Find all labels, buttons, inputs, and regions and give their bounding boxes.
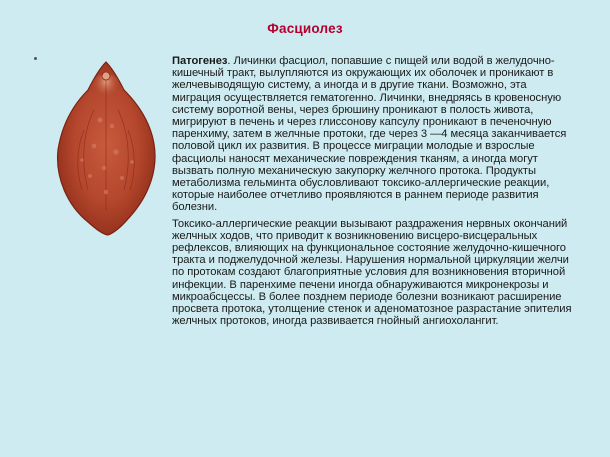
bullet-dot <box>34 57 37 60</box>
fasciola-fluke-icon <box>54 60 160 236</box>
paragraph-pathogenesis <box>172 55 572 214</box>
paragraph-toxic-allergic <box>172 218 572 328</box>
paragraph-text: Токсико-аллергические реакции вызывают раздражения нервных окончаний желчных ходов, что приводит к возникновению висцеро-висцеральных рефлексов, влияющих на функциональное состояние желудочно-кишечного тракта и поджелудочной железы. Нарушения нормальной циркуляции желчи по протокам создают благоприятные условия для возникновения вторичной инфекции. В паренхиме печени иногда обнаруживаются микронекрозы и микроабсцессы. В более позднем периоде болезни возникают расширение просвета протока, утолщение стенок и аденоматозное разрастание эпителия желчных протоков, иногда развивается гнойный ангиохолангит. <box>172 217 572 328</box>
fasciola-fluke-image <box>54 60 160 236</box>
text-body <box>172 55 572 331</box>
paragraph-text: . Личинки фасциол, попавшие с пищей или водой в желудочно-кишечный тракт, вылупляются из окружающих их оболочек и проникают в желчевыводящую систему, а иногда и в другие ткани. Возможно, эта миграция осуществляется гематогенно. Личинки, внедряясь в кровеносную систему воротной вены, через брюшину проникают в полость живота, мигрируют в печень и через глиссонову капсулу проникают в печеночную паренхиму, затем в желчные протоки, где через 3 —4 месяца заканчивается половой цикл их развития. В процессе миграции молодые и взрослые фасциолы наносят механические повреждения тканям, а иногда могут вызвать полную механическую закупорку желчного протока. Продукты метаболизма гельминта обусловливают токсико-аллергические реакции, которые наиболее отчетливо проявляются в раннем периоде развития болезни. <box>172 55 567 214</box>
term-pathogenesis: Патогенез <box>172 55 228 67</box>
slide-title: Фасциолез <box>267 21 343 36</box>
